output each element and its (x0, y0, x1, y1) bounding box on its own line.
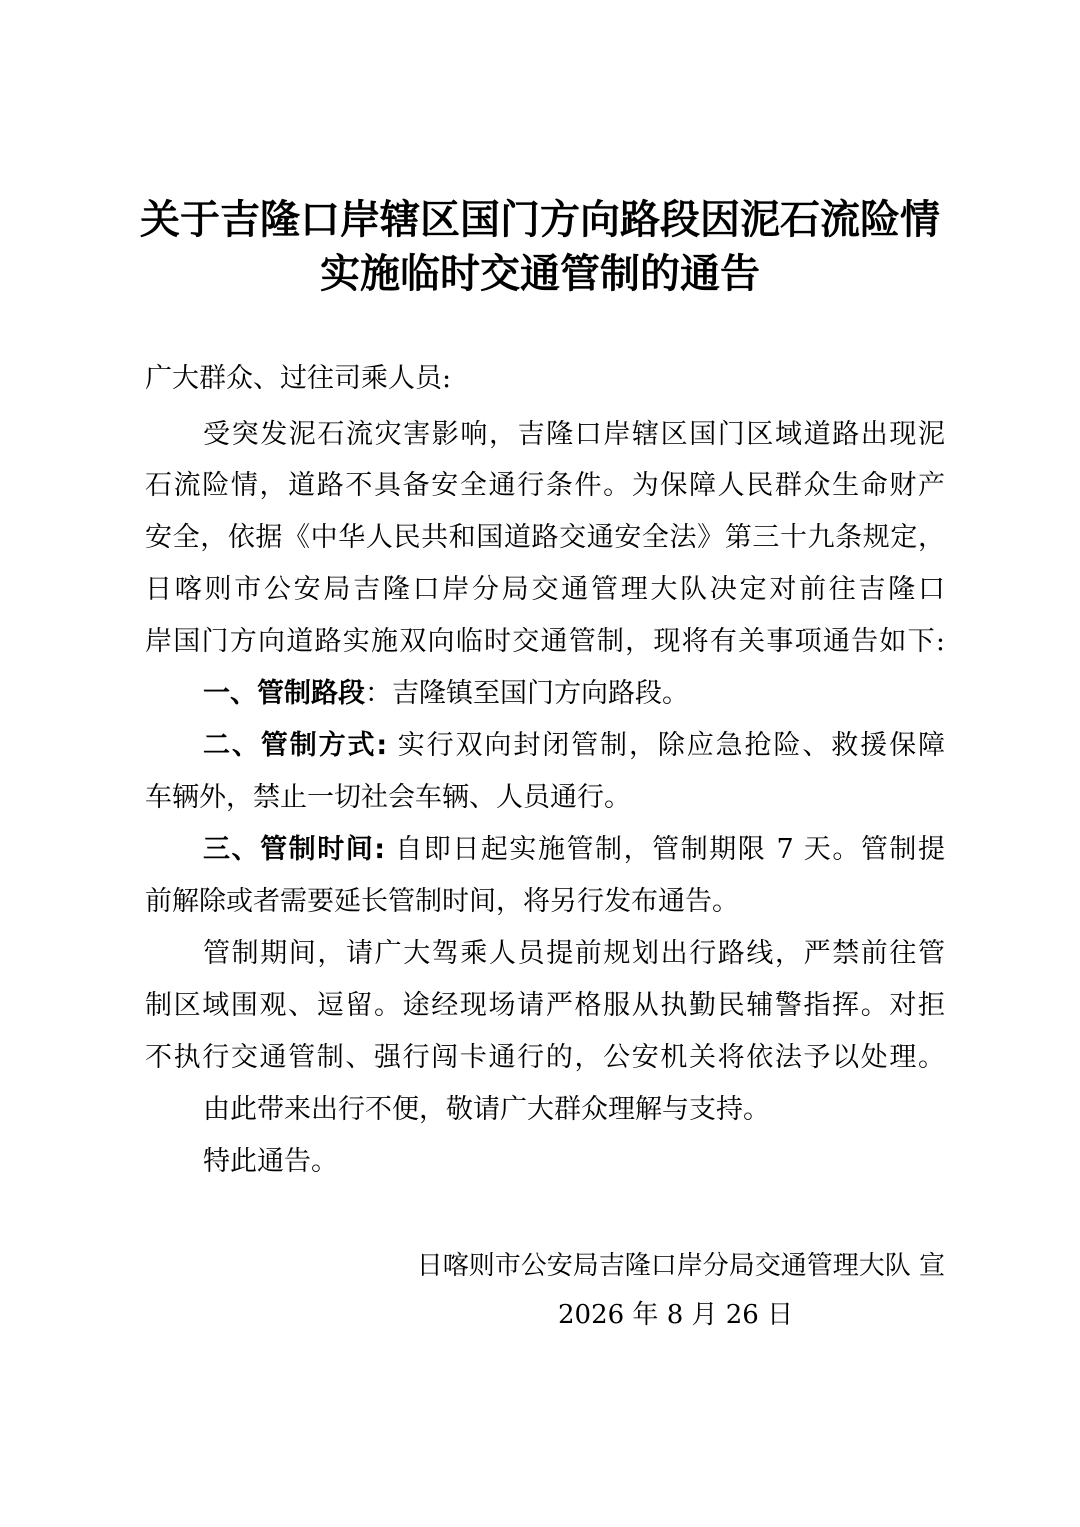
salutation: 广大群众、过往司乘人员: (145, 363, 452, 394)
item-3-line-2: 前解除或者需要延长管制时间，将另行发布通告。 (145, 886, 739, 917)
paragraph-2-line-1: 管制期间，请广大驾乘人员提前规划出行路线，严禁前往管 (203, 938, 945, 969)
issue-date: 2026 年 8 月 26 日 (558, 1300, 794, 1330)
paragraph-2-line-2: 制区域围观、逗留。途经现场请严格服从执勤民辅警指挥。对拒 (145, 990, 945, 1021)
item-2-text: 实行双向封闭管制，除应急抢险、救援保障 (387, 730, 945, 761)
signature: 日喀则市公安局吉隆口岸分局交通管理大队 宣 (416, 1251, 945, 1281)
paragraph-2-line-3: 不执行交通管制、强行闯卡通行的，公安机关将依法予以处理。 (145, 1042, 945, 1073)
notice-title-line-1: 关于吉隆口岸辖区国门方向路段因泥石流险情 (140, 197, 940, 243)
item-3-line-1 (203, 833, 945, 867)
item-2-line-2: 车辆外，禁止一切社会车辆、人员通行。 (145, 782, 631, 813)
item-1-label: 一、管制路段 (203, 678, 365, 709)
item-2-label: 二、管制方式: (203, 730, 388, 761)
paragraph-1-line-1: 受突发泥石流灾害影响，吉隆口岸辖区国门区域道路出现泥 (203, 419, 945, 450)
item-2-line-1 (203, 729, 945, 763)
notice-title-line-2: 实施临时交通管制的通告 (320, 251, 760, 297)
paragraph-1-line-5: 岸国门方向道路实施双向临时交通管制，现将有关事项通告如下: (145, 626, 945, 657)
paragraph-3: 由此带来出行不便，敬请广大群众理解与支持。 (203, 1094, 770, 1125)
paragraph-1-line-2: 石流险情，道路不具备安全通行条件。为保障人民群众生命财产 (145, 470, 945, 501)
item-1 (203, 677, 945, 711)
item-1-text: ：吉隆镇至国门方向路段。 (365, 678, 689, 709)
paragraph-4: 特此通告。 (203, 1146, 338, 1177)
paragraph-1-line-3: 安全，依据《中华人民共和国道路交通安全法》第三十九条规定， (145, 522, 945, 553)
item-3-text: 自即日起实施管制，管制期限 7 天。管制提 (385, 834, 945, 865)
item-3-label: 三、管制时间: (203, 834, 386, 865)
paragraph-1-line-4: 日喀则市公安局吉隆口岸分局交通管理大队决定对前往吉隆口 (145, 574, 945, 605)
